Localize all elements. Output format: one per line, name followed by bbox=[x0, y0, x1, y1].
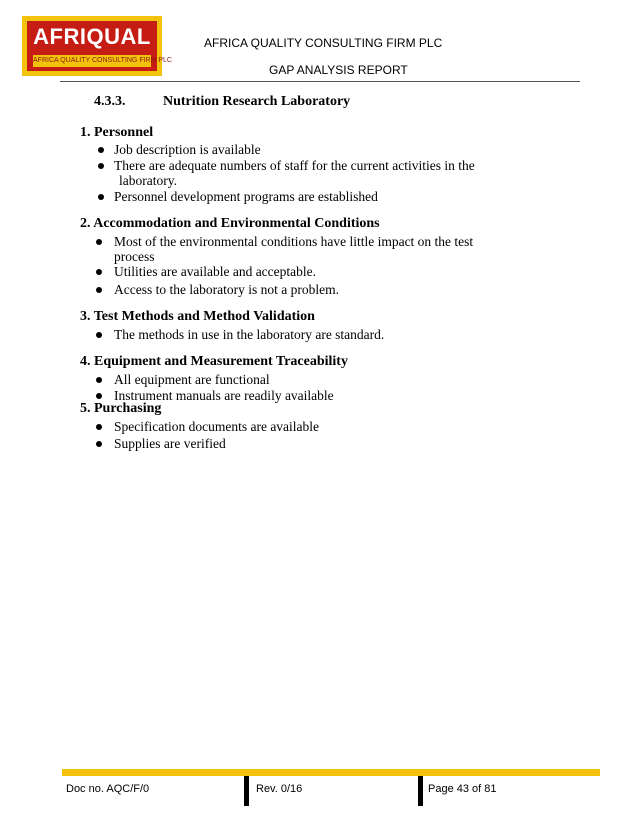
footer-revision: Rev. 0/16 bbox=[256, 783, 303, 795]
bullet-icon bbox=[96, 393, 102, 399]
group-title-equipment: 4. Equipment and Measurement Traceability bbox=[80, 354, 348, 369]
company-logo bbox=[22, 16, 172, 76]
bullet-icon bbox=[96, 332, 102, 338]
group-title-test-methods: 3. Test Methods and Method Validation bbox=[80, 309, 315, 324]
logo-wordmark: AFRIQUAL bbox=[33, 24, 151, 49]
bullet-icon bbox=[96, 424, 102, 430]
bullet-icon bbox=[96, 269, 102, 275]
bullet-icon bbox=[96, 377, 102, 383]
footer-separator bbox=[418, 776, 423, 806]
footer-page-number: Page 43 of 81 bbox=[428, 783, 497, 795]
group-title-purchasing: 5. Purchasing bbox=[80, 401, 162, 416]
bullet-icon bbox=[96, 441, 102, 447]
footer-doc-number: Doc no. AQC/F/0 bbox=[66, 783, 150, 795]
header-company-name: AFRICA QUALITY CONSULTING FIRM PLC bbox=[204, 36, 443, 50]
section-number: 4.3.3. bbox=[94, 94, 126, 109]
header-divider bbox=[60, 81, 580, 82]
section-title: Nutrition Research Laboratory bbox=[163, 94, 351, 109]
logo-tagline: AFRICA QUALITY CONSULTING FIRM PLC bbox=[33, 55, 151, 67]
bullet-icon bbox=[96, 287, 102, 293]
group-title-accommodation: 2. Accommodation and Environmental Conditions bbox=[80, 216, 380, 231]
bullet-icon bbox=[98, 147, 104, 153]
group-title-personnel: 1. Personnel bbox=[80, 125, 154, 140]
header-report-title: GAP ANALYSIS REPORT bbox=[269, 63, 408, 77]
footer-rule bbox=[62, 769, 600, 776]
bullet-icon bbox=[96, 239, 102, 245]
bullet-icon bbox=[98, 194, 104, 200]
footer-separator bbox=[244, 776, 249, 806]
bullet-icon bbox=[98, 163, 104, 169]
